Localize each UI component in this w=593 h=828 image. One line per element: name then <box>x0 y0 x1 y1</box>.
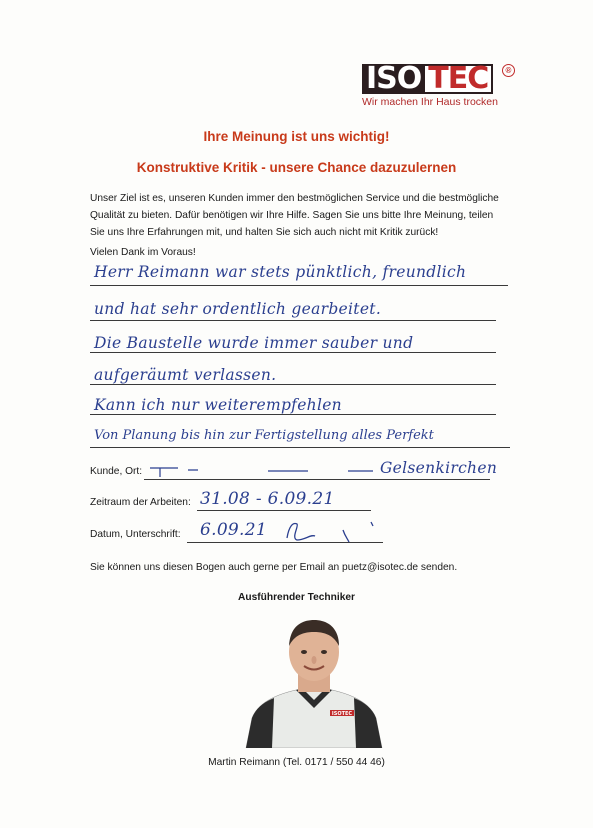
registered-mark: ® <box>502 64 515 77</box>
customer-value: Gelsenkirchen <box>380 459 498 477</box>
logo-iso: ISO <box>362 64 425 94</box>
shirt-logo: ISOTEC <box>331 711 353 717</box>
writing-line <box>90 352 496 353</box>
period-value: 31.08 - 6.09.21 <box>200 489 335 509</box>
feedback-line-2: und hat sehr ordentlich gearbeitet. <box>94 300 382 318</box>
email-note: Sie können uns diesen Bogen auch gerne per Email an puetz@isotec.de senden. <box>90 562 458 573</box>
thanks-text: Vielen Dank im Voraus! <box>90 247 196 258</box>
period-label: Zeitraum der Arbeiten: <box>90 497 191 508</box>
feedback-line-6: Von Planung bis hin zur Fertigstellung alles Perfekt <box>94 428 434 443</box>
feedback-line-3: Die Baustelle wurde immer sauber und <box>94 334 414 352</box>
writing-line <box>90 320 496 321</box>
logo-tec: TEC <box>425 64 493 94</box>
writing-line <box>90 285 508 286</box>
intro-text: Unser Ziel ist es, unseren Kunden immer den bestmöglichen Service und die bestmögliche Qualität zu bieten. Dafür benötigen wir Ihre Hilfe. Sagen Sie uns bitte Ihre Meinung, teilen Sie uns Ihre Erfahrungen mit, und halten Sie sich auch nicht mit Kritik zurück! <box>90 193 499 238</box>
date-label: Datum, Unterschrift: <box>90 529 181 540</box>
feedback-line-5: Kann ich nur weiterempfehlen <box>94 396 342 414</box>
redacted-customer-scribble <box>148 458 378 480</box>
feedback-line-4: aufgeräumt verlassen. <box>94 366 277 384</box>
writing-line <box>90 414 496 415</box>
technician-caption: Martin Reimann (Tel. 0171 / 550 44 46) <box>208 757 385 768</box>
writing-line <box>90 384 496 385</box>
page-subheading: Konstruktive Kritik - unsere Chance dazuzulernen <box>136 160 457 175</box>
customer-label: Kunde, Ort: <box>90 466 143 477</box>
date-value: 6.09.21 <box>200 520 267 540</box>
period-underline <box>197 510 371 511</box>
technician-photo <box>238 616 390 748</box>
isotec-logo <box>356 62 516 114</box>
page-heading: Ihre Meinung ist uns wichtig! <box>203 129 390 144</box>
technician-title: Ausführender Techniker <box>238 592 355 603</box>
writing-line <box>90 447 510 448</box>
feedback-line-1: Herr Reimann war stets pünktlich, freundlich <box>94 263 467 281</box>
signature <box>283 516 383 544</box>
logo-wordmark <box>362 61 493 96</box>
logo-slogan: Wir machen Ihr Haus trocken <box>362 96 498 108</box>
